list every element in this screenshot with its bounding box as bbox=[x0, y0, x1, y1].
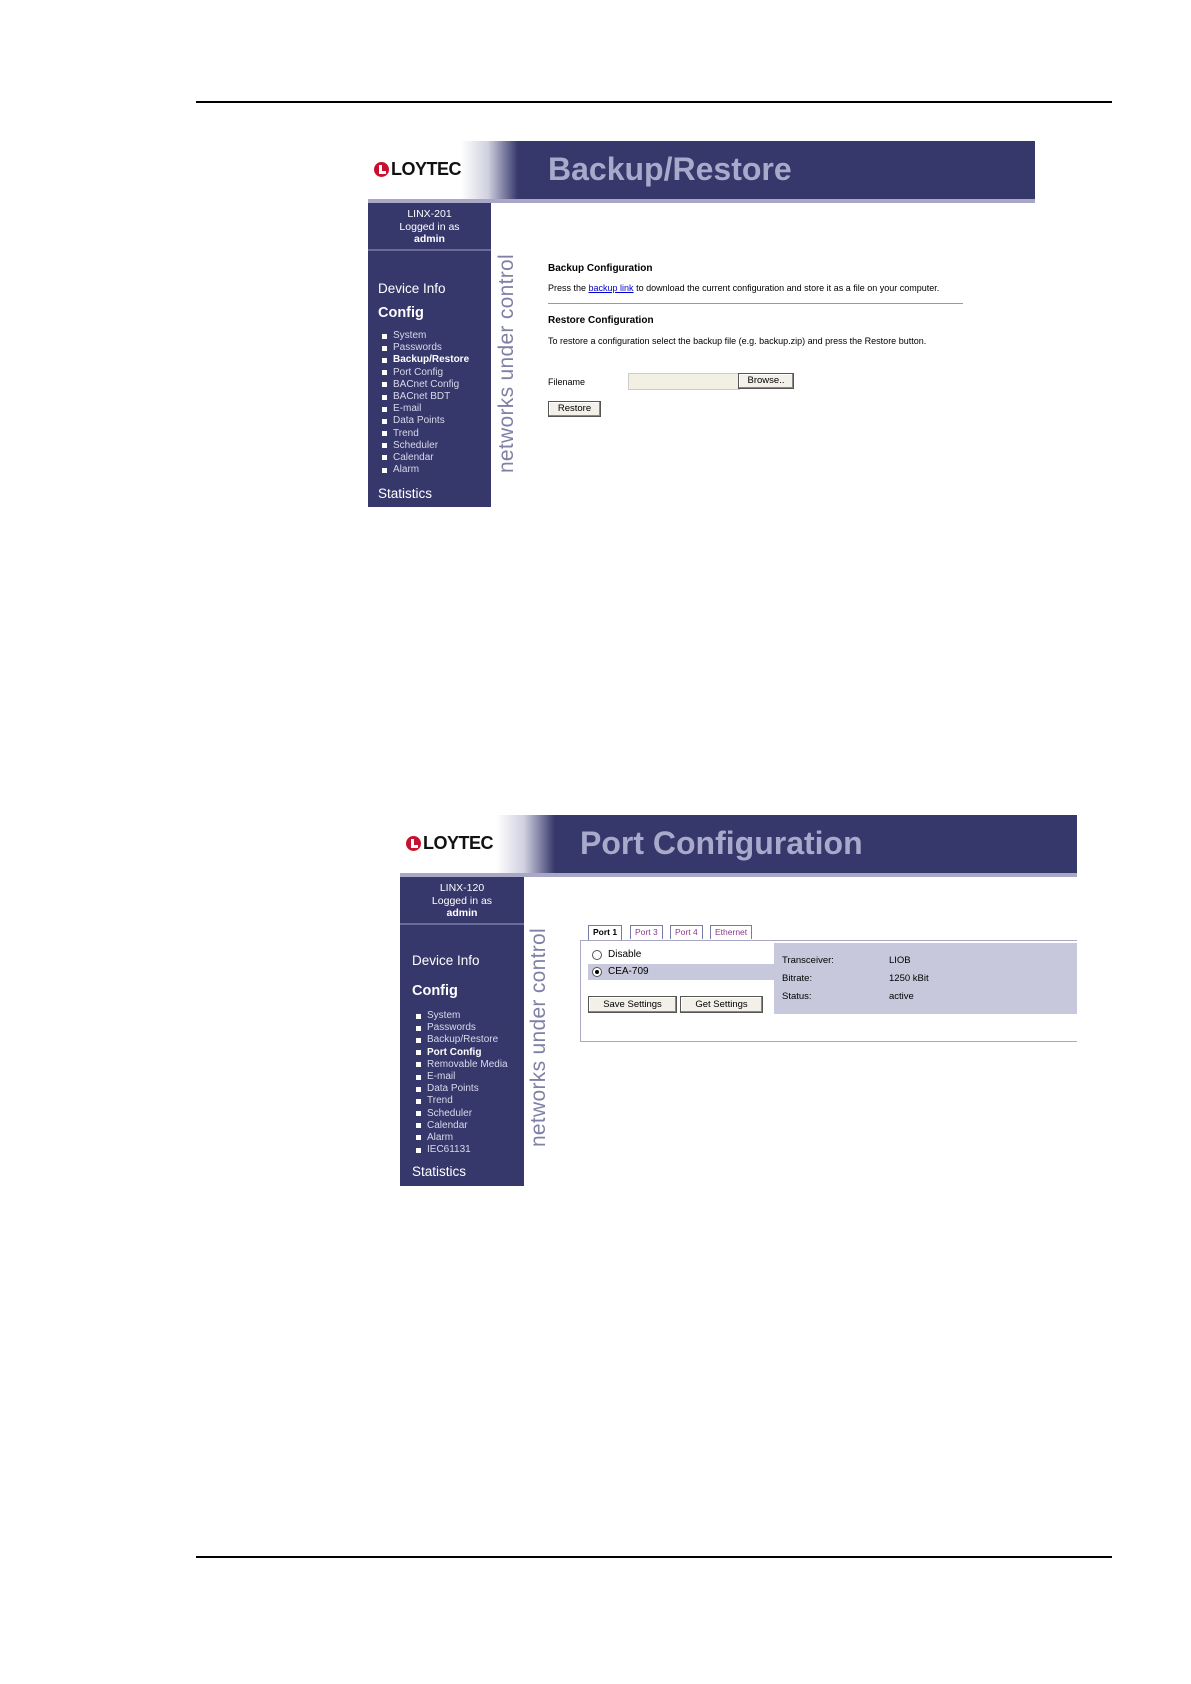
device-name: LINX-201 bbox=[407, 208, 452, 220]
sidebar bbox=[368, 203, 491, 507]
nav-item-port-config[interactable]: Port Config bbox=[382, 367, 469, 379]
tab-ethernet[interactable]: Ethernet bbox=[710, 925, 752, 939]
disable-label: Disable bbox=[608, 949, 642, 960]
sidebar-separator bbox=[400, 923, 524, 925]
backup-text bbox=[548, 283, 963, 293]
option-disable-row[interactable] bbox=[588, 947, 774, 962]
info-row-bitrate bbox=[782, 973, 1062, 984]
backup-restore-screenshot bbox=[368, 141, 1035, 507]
nav-item-passwords[interactable]: Passwords bbox=[382, 342, 469, 354]
save-settings-button[interactable]: Save Settings bbox=[588, 996, 677, 1013]
nav-item-email[interactable]: E-mail bbox=[416, 1071, 508, 1083]
page-title: Port Configuration bbox=[580, 825, 863, 861]
nav-device-info[interactable]: Device Info bbox=[378, 281, 446, 296]
port-configuration-screenshot bbox=[400, 815, 1077, 1186]
nav-config[interactable]: Config bbox=[378, 305, 424, 321]
info-label: Bitrate: bbox=[782, 973, 813, 984]
nav-item-trend[interactable]: Trend bbox=[382, 428, 469, 440]
restore-text: To restore a configuration select the backup file (e.g. backup.zip) and press the Restore button. bbox=[548, 336, 927, 346]
logo-area bbox=[400, 815, 555, 873]
config-menu bbox=[416, 1010, 508, 1156]
nav-statistics[interactable]: Statistics bbox=[378, 486, 433, 501]
option-cea709-row[interactable] bbox=[588, 964, 774, 980]
info-value: active bbox=[889, 991, 914, 1002]
user-box bbox=[400, 877, 524, 920]
tagline: networks under control bbox=[495, 254, 518, 474]
cea709-label: CEA-709 bbox=[608, 966, 649, 977]
logo-text: LOYTEC bbox=[423, 833, 494, 853]
nav-item-calendar[interactable]: Calendar bbox=[416, 1120, 508, 1132]
username: admin bbox=[414, 233, 445, 245]
nav-item-bacnet-bdt[interactable]: BACnet BDT bbox=[382, 391, 469, 403]
nav-statistics[interactable]: Statistics bbox=[412, 1164, 467, 1179]
config-menu bbox=[382, 330, 469, 476]
logo-area bbox=[368, 141, 518, 199]
backup-content bbox=[548, 263, 963, 346]
info-label: Status: bbox=[782, 991, 812, 1002]
top-rule bbox=[196, 101, 1112, 103]
nav-item-alarm[interactable]: Alarm bbox=[382, 464, 469, 476]
nav-item-passwords[interactable]: Passwords bbox=[416, 1022, 508, 1034]
tab-port-4[interactable]: Port 4 bbox=[670, 925, 703, 939]
disable-radio[interactable] bbox=[592, 950, 602, 960]
logo-text: LOYTEC bbox=[391, 159, 462, 179]
backup-text-before: Press the bbox=[548, 283, 589, 293]
cea709-radio[interactable] bbox=[592, 967, 602, 977]
nav-item-alarm[interactable]: Alarm bbox=[416, 1132, 508, 1144]
nav-item-backup-restore[interactable]: Backup/Restore bbox=[416, 1034, 508, 1046]
nav-item-data-points[interactable]: Data Points bbox=[382, 415, 469, 427]
section-divider bbox=[548, 303, 963, 304]
user-box bbox=[368, 203, 491, 246]
filename-label: Filename bbox=[548, 377, 586, 387]
backup-link[interactable]: backup link bbox=[588, 283, 634, 293]
sidebar bbox=[400, 877, 524, 1186]
loytec-logo-icon bbox=[406, 836, 421, 851]
nav-item-backup-restore[interactable]: Backup/Restore bbox=[382, 354, 469, 366]
nav-item-scheduler[interactable]: Scheduler bbox=[382, 440, 469, 452]
tab-port-1[interactable]: Port 1 bbox=[588, 925, 622, 940]
page-title: Backup/Restore bbox=[548, 151, 792, 187]
info-row-transceiver bbox=[782, 955, 1062, 966]
nav-item-scheduler[interactable]: Scheduler bbox=[416, 1108, 508, 1120]
nav-item-email[interactable]: E-mail bbox=[382, 403, 469, 415]
nav-item-bacnet-config[interactable]: BACnet Config bbox=[382, 379, 469, 391]
get-settings-button[interactable]: Get Settings bbox=[680, 996, 763, 1013]
device-name: LINX-120 bbox=[439, 882, 485, 894]
nav-device-info[interactable]: Device Info bbox=[412, 953, 480, 968]
info-value: LIOB bbox=[889, 955, 911, 966]
port-info-box bbox=[774, 943, 1077, 1014]
nav-item-port-config[interactable]: Port Config bbox=[416, 1047, 508, 1059]
nav-item-calendar[interactable]: Calendar bbox=[382, 452, 469, 464]
loytec-logo-icon bbox=[374, 162, 389, 177]
restore-button[interactable]: Restore bbox=[548, 401, 601, 417]
nav-item-trend[interactable]: Trend bbox=[416, 1095, 508, 1107]
nav-config[interactable]: Config bbox=[412, 983, 458, 999]
info-row-status bbox=[782, 991, 1062, 1002]
browse-button[interactable]: Browse.. bbox=[738, 373, 794, 389]
username: admin bbox=[446, 907, 478, 919]
tab-port-3[interactable]: Port 3 bbox=[630, 925, 663, 939]
logged-in-label: Logged in as bbox=[399, 220, 460, 233]
restore-heading: Restore Configuration bbox=[548, 315, 654, 326]
nav-item-removable-media[interactable]: Removable Media bbox=[416, 1059, 508, 1071]
loytec-logo bbox=[406, 833, 493, 854]
nav-item-iec61131[interactable]: IEC61131 bbox=[416, 1144, 508, 1156]
sidebar-separator bbox=[368, 249, 491, 251]
loytec-logo bbox=[374, 159, 461, 180]
port-tabs bbox=[588, 925, 788, 941]
backup-heading: Backup Configuration bbox=[548, 263, 653, 274]
filename-input[interactable] bbox=[628, 373, 740, 390]
nav-item-system[interactable]: System bbox=[382, 330, 469, 342]
backup-text-after: to download the current configuration and store it as a file on your computer. bbox=[633, 283, 940, 293]
bottom-rule bbox=[196, 1556, 1112, 1558]
nav-item-system[interactable]: System bbox=[416, 1010, 508, 1022]
logged-in-label: Logged in as bbox=[431, 894, 493, 907]
nav-item-data-points[interactable]: Data Points bbox=[416, 1083, 508, 1095]
tagline: networks under control bbox=[527, 928, 550, 1148]
info-value: 1250 kBit bbox=[889, 973, 929, 984]
info-label: Transceiver: bbox=[782, 955, 834, 966]
